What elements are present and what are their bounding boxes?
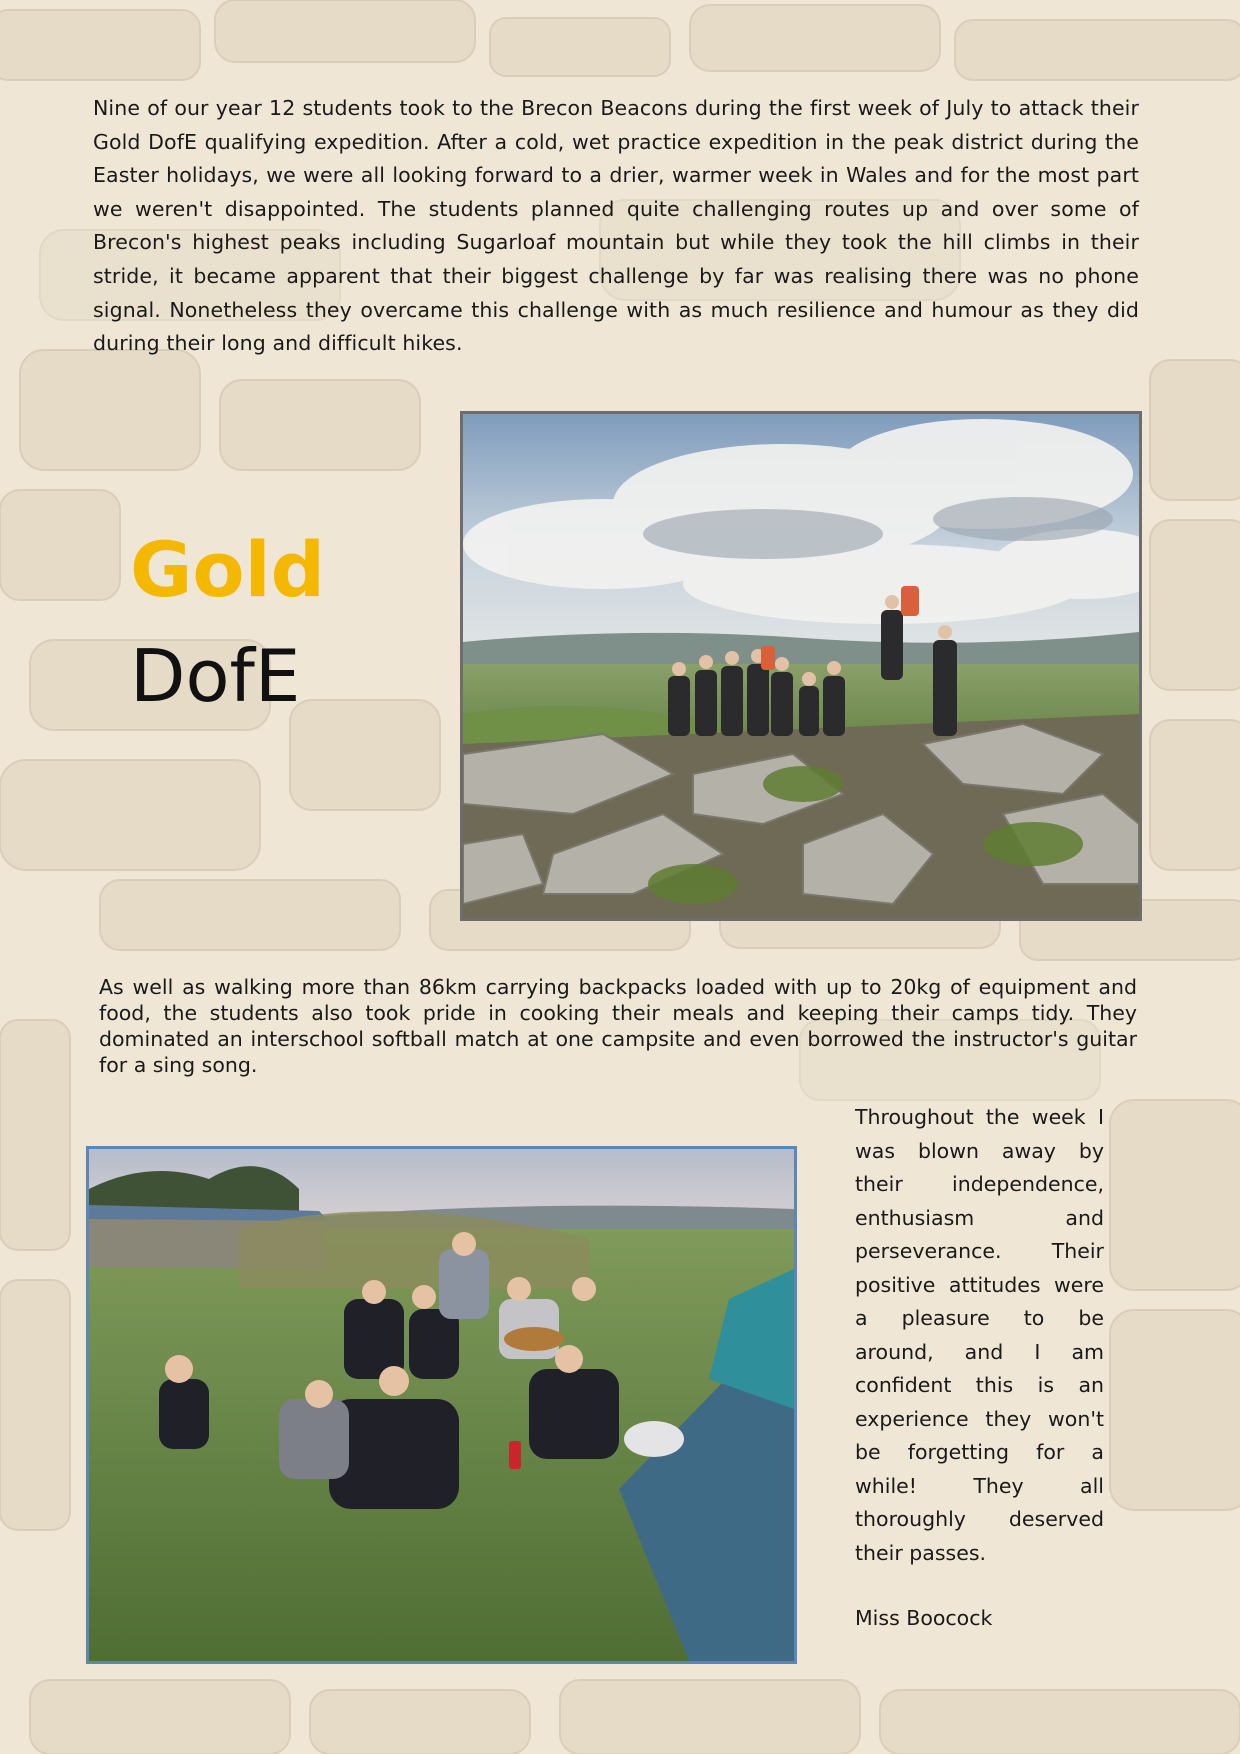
group-at-campsite-photo [86, 1146, 797, 1664]
middle-paragraph: As well as walking more than 86km carrying backpacks loaded with up to 20kg of equipment and food, the students also took pride in cooking their meals and keeping their camps tidy. They dominated an interschool softball match at one campsite and even borrowed the instructor's guitar for a sing song. [99, 975, 1137, 1077]
signature: Miss Boocock [855, 1606, 993, 1630]
group-on-mountain-summit-photo [460, 411, 1142, 921]
closing-paragraph: Throughout the week I was blown away by their independence, enthusiasm and perseverance. Their positive attitudes were a pleasure to be around, and I am confident this is an experience they won't be forgetting for a while! They all thoroughly deserved their passes. [855, 1105, 1104, 1565]
heading-gold: Gold [130, 525, 326, 614]
intro-paragraph: Nine of our year 12 students took to the Brecon Beacons during the first week of July to attack their Gold DofE qualifying expedition. After a cold, wet practice expedition in the peak district during the Easter holidays, we were all looking forward to a drier, warmer week in Wales and for the most part we weren't disappointed. The students planned quite challenging routes up and over some of Brecon's highest peaks including Sugarloaf mountain but while they took the hill climbs in their stride, it became apparent that their biggest challenge by far was realising there was no phone signal. Nonetheless they overcame this challenge with as much resilience and humour as they did during their long and difficult hikes. [93, 96, 1139, 356]
heading-dofe: DofE [130, 634, 301, 718]
